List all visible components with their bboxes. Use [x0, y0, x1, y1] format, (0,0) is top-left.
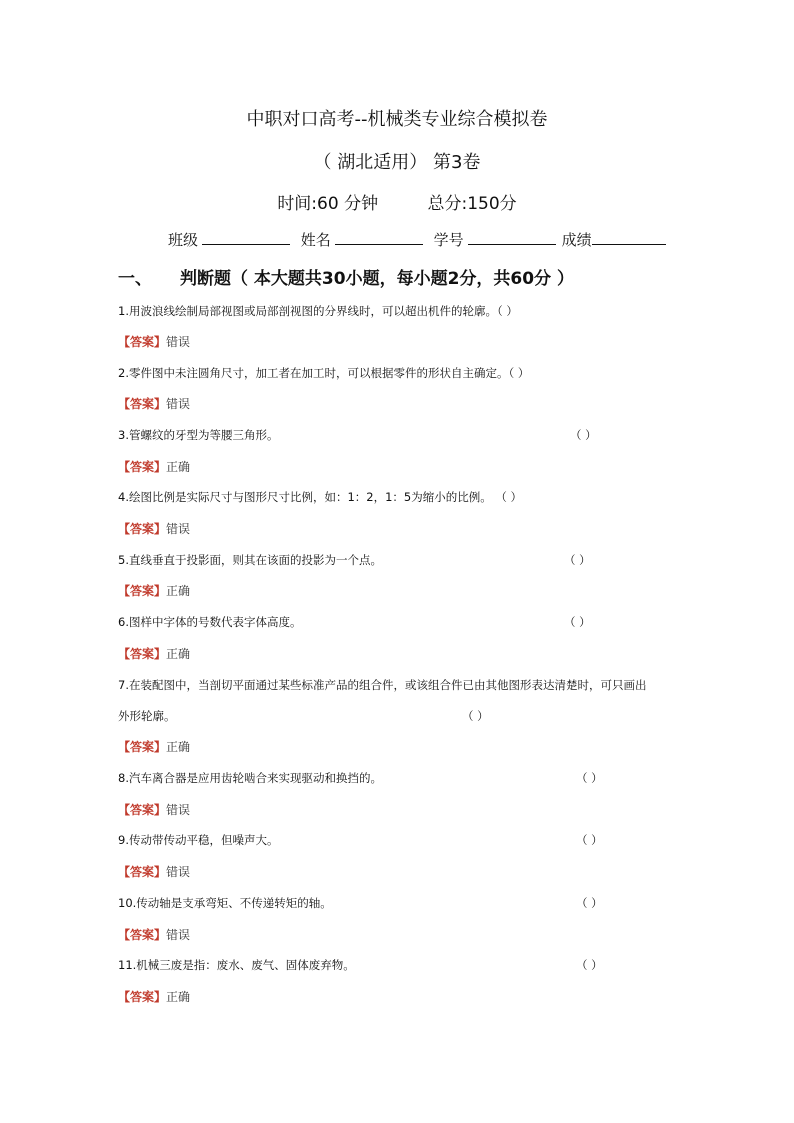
answer-tag: 【答案】	[118, 740, 167, 754]
answer-10	[118, 926, 190, 943]
answer-value: 错误	[166, 928, 191, 942]
section-title: 判断题（ 本大题共30小题，每小题2分，共60分 ）	[180, 269, 574, 289]
answer-tag: 【答案】	[118, 584, 167, 598]
section-header	[118, 264, 574, 289]
question-9: 9.传动带传动平稳，但噪声大。	[118, 833, 279, 847]
time-limit: 时间:60 分钟	[277, 194, 379, 214]
question-6: 6.图样中字体的号数代表字体高度。	[118, 615, 302, 629]
answer-3	[118, 458, 190, 475]
question-7: 7.在装配图中，当剖切平面通过某些标准产品的组合件，或该组合件已由其他图形表达清楚时，可只画出	[118, 678, 647, 692]
answer-1	[118, 333, 190, 350]
answer-tag: 【答案】	[118, 460, 167, 474]
answer-tag: 【答案】	[118, 865, 167, 879]
answer-bracket: （ ）	[564, 615, 591, 629]
answer-value: 正确	[166, 647, 191, 661]
exam-meta	[0, 189, 794, 214]
id-label: 学号	[433, 231, 464, 249]
page-title: 中职对口高考--机械类专业综合模拟卷	[246, 109, 548, 130]
answer-8	[118, 801, 190, 818]
question-8: 8.汽车离合器是应用齿轮啮合来实现驱动和换挡的。	[118, 771, 382, 785]
question-3: 3.管螺纹的牙型为等腰三角形。	[118, 428, 279, 442]
answer-value: 正确	[166, 740, 191, 754]
answer-9	[118, 863, 190, 880]
answer-value: 错误	[166, 803, 191, 817]
answer-5	[118, 582, 190, 599]
answer-bracket: （ ）	[462, 709, 489, 723]
answer-2	[118, 395, 190, 412]
question-5: 5.直线垂直于投影面，则其在该面的投影为一个点。	[118, 553, 382, 567]
name-field[interactable]	[335, 228, 423, 245]
answer-tag: 【答案】	[118, 928, 167, 942]
answer-4	[118, 520, 190, 537]
id-field[interactable]	[468, 228, 556, 245]
answer-value: 正确	[166, 990, 191, 1004]
answer-bracket: （ ）	[576, 771, 603, 785]
answer-bracket: （ ）	[576, 896, 603, 910]
answer-tag: 【答案】	[118, 397, 167, 411]
answer-value: 错误	[166, 335, 191, 349]
question-7-continued: 外形轮廓。	[118, 709, 176, 723]
answer-tag: 【答案】	[118, 522, 167, 536]
name-label: 姓名	[300, 231, 331, 249]
answer-bracket: （ ）	[576, 958, 603, 972]
question-1: 1.用波浪线绘制局部视图或局部剖视图的分界线时，可以超出机件的轮廓。（ ）	[118, 304, 518, 318]
question-2: 2.零件图中未注圆角尺寸，加工者在加工时，可以根据零件的形状自主确定。（ ）	[118, 366, 530, 380]
score-label: 成绩	[561, 231, 592, 249]
answer-value: 正确	[166, 584, 191, 598]
answer-tag: 【答案】	[118, 990, 167, 1004]
score-field[interactable]	[592, 228, 666, 245]
class-field[interactable]	[202, 228, 290, 245]
answer-6	[118, 645, 190, 662]
answer-value: 正确	[166, 460, 191, 474]
answer-tag: 【答案】	[118, 335, 167, 349]
answer-bracket: （ ）	[570, 428, 597, 442]
student-info-line	[168, 228, 672, 250]
answer-11	[118, 988, 190, 1005]
answer-bracket: （ ）	[576, 833, 603, 847]
answer-tag: 【答案】	[118, 647, 167, 661]
answer-bracket: （ ）	[564, 553, 591, 567]
question-4: 4.绘图比例是实际尺寸与图形尺寸比例，如：1：2，1：5为缩小的比例。 （ ）	[118, 490, 523, 504]
page-subtitle: （ 湖北适用） 第3卷	[313, 152, 481, 173]
answer-tag: 【答案】	[118, 803, 167, 817]
question-11: 11.机械三废是指：废水、废气、固体废弃物。	[118, 958, 355, 972]
answer-7	[118, 738, 190, 755]
class-label: 班级	[168, 231, 199, 249]
total-score: 总分:150分	[427, 194, 517, 214]
answer-value: 错误	[166, 522, 191, 536]
section-number: 一、	[118, 269, 152, 289]
question-10: 10.传动轴是支承弯矩、不传递转矩的轴。	[118, 896, 332, 910]
answer-value: 错误	[166, 397, 191, 411]
answer-value: 错误	[166, 865, 191, 879]
